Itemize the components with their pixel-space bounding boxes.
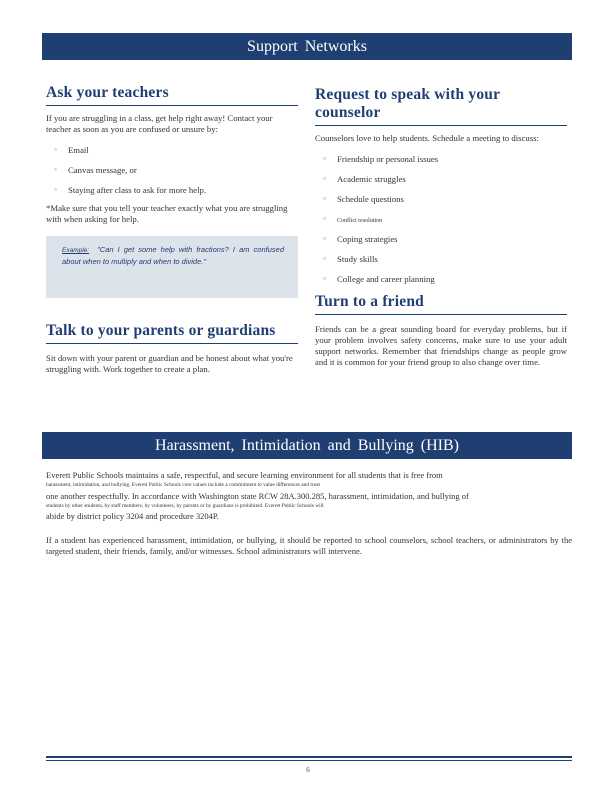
list-item <box>315 209 567 229</box>
list-item-label: Study skills <box>337 254 378 264</box>
example-quote: "Can I get some help with fractions? I am confused about when to multiply and when to divide." <box>62 245 284 266</box>
hib-line: one another respectfully. In accordance with Washington state RCW 28A.300.285, harassment, intimidation, and bullying of <box>46 491 469 501</box>
hib-line: harassment, intimidation, and bullying. Everett Public Schools core values include a commitment to value differences and treat <box>46 482 320 488</box>
ask-teachers-section <box>46 84 298 298</box>
bullet-icon: ▫ <box>323 234 326 243</box>
hib-line: students by other students, by staff members, by volunteers, by parents or by guardians is prohibited. Everett Public Schools will <box>46 503 324 509</box>
bullet-icon: ▫ <box>54 185 57 194</box>
friend-section <box>315 293 567 368</box>
list-item-label: Conflict resolution <box>337 218 383 224</box>
section-heading: Talk to your parents or guardians <box>46 322 298 344</box>
section-intro: If you are struggling in a class, get help right away! Contact your teacher as soon as you are confused or unsure by: <box>46 113 273 134</box>
list-item <box>315 169 567 189</box>
section-intro: Counselors love to help students. Schedule a meeting to discuss: <box>315 133 539 143</box>
list-item-label: Friendship or personal issues <box>337 154 439 164</box>
list-item-label: Email <box>68 145 89 155</box>
page-number: 6 <box>306 766 310 774</box>
bullet-icon: ▫ <box>323 194 326 203</box>
list-item <box>315 189 567 209</box>
list-item <box>46 140 298 160</box>
hib-banner <box>42 432 572 459</box>
example-box <box>46 236 298 298</box>
hib-line: Everett Public Schools maintains a safe, respectful, and secure learning environment for all students that is free from <box>46 470 443 480</box>
list-item <box>315 269 567 289</box>
bullet-icon: ▫ <box>323 154 326 163</box>
list-item <box>46 160 298 180</box>
section-text: Sit down with your parent or guardian and be honest about what you're struggling with. Work together to create a plan. <box>46 353 293 374</box>
example-text <box>62 244 284 267</box>
talk-parents-section <box>46 322 298 375</box>
bullet-icon: ▫ <box>54 145 57 154</box>
section-heading: Request to speak with your counselor <box>315 86 567 126</box>
footer-rule <box>46 756 572 758</box>
support-networks-banner <box>42 33 572 60</box>
section-note: *Make sure that you tell your teacher exactly what you are struggling with when asking for help. <box>46 203 288 224</box>
list-item <box>46 180 298 200</box>
list-item-label: Coping strategies <box>337 234 398 244</box>
section-text: Friends can be a great sounding board for everyday problems, but if your problem involves safety concerns, make sure to use your adult support networks. Remember that friendships change as people grow and it is common for your friend group to also change over time. <box>315 324 567 367</box>
list-item-label: Academic struggles <box>337 174 406 184</box>
section-heading: Turn to a friend <box>315 293 567 315</box>
bullet-icon: ▫ <box>323 214 326 223</box>
section-heading: Ask your teachers <box>46 84 298 106</box>
banner-title: Harassment, Intimidation and Bullying (HIB) <box>155 437 459 454</box>
banner-title: Support Networks <box>247 38 367 55</box>
example-label: Example: <box>62 247 90 254</box>
list-item <box>315 249 567 269</box>
hib-line: abide by district policy 3204 and procedure 3204P. <box>46 511 219 521</box>
list-item-label: Staying after class to ask for more help. <box>68 185 206 195</box>
footer-rule-thin <box>46 760 572 761</box>
list-item-label: College and career planning <box>337 274 435 284</box>
list-item <box>315 149 567 169</box>
bullet-icon: ▫ <box>323 274 326 283</box>
list-item <box>315 229 567 249</box>
bullet-icon: ▫ <box>323 254 326 263</box>
bullet-icon: ▫ <box>323 174 326 183</box>
counselor-section <box>315 86 567 289</box>
contact-methods-list <box>46 140 298 200</box>
bullet-icon: ▫ <box>54 165 57 174</box>
hib-paragraph: If a student has experienced harassment, intimidation, or bullying, it should be reported to school counselors, school teachers, or administrators by the targeted student, their friends, family, and/or witnesses. School administrators will intervene. <box>46 535 572 556</box>
list-item-label: Schedule questions <box>337 194 404 204</box>
hib-section <box>46 470 572 557</box>
list-item-label: Canvas message, or <box>68 165 137 175</box>
counselor-topics-list <box>315 149 567 289</box>
